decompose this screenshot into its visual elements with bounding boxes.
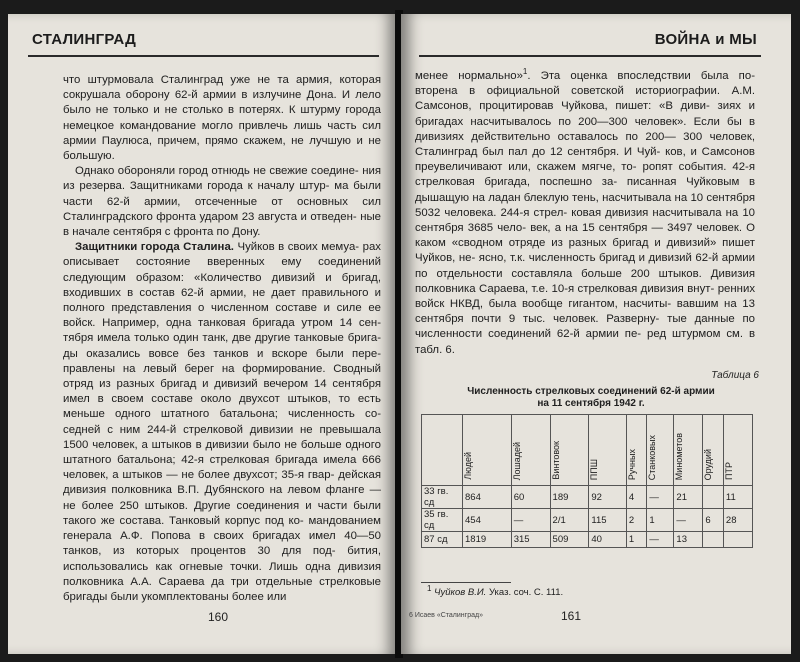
running-head-right: ВОЙНА и МЫ — [654, 31, 757, 48]
text-start: менее нормально» — [415, 70, 523, 82]
text-line: имел в своем составе около двухсот штыков, то есть — [63, 393, 381, 406]
column-header-label: Винтовок — [550, 441, 561, 480]
left-page-text — [63, 73, 381, 605]
text-line: армии Паулюса, причем, прямо скажем, не лучшую и не — [63, 134, 381, 147]
table-cell: 509 — [550, 532, 589, 548]
column-header — [550, 415, 589, 486]
text-line: что штурмовала Сталинград уже не та армия, которая — [63, 74, 381, 86]
text-line: ясно, т.к. численность бригад и дивизий 62-й армии по — [415, 252, 756, 280]
footnote-ref: 1 — [522, 67, 528, 77]
table-cell: 2 — [626, 509, 646, 532]
text-line: ропят события. 42-я стрелковая бригада, поспешно за- — [415, 161, 756, 189]
text-line: дивизия полковника А.А. Сараева да три отдельные — [63, 560, 381, 588]
text-line: фланге — не более 250 штыков. Другие соединения и — [63, 484, 381, 512]
text-line: было не только и не столько в потерях. К штурму города — [63, 104, 381, 117]
table-header-row — [422, 415, 753, 486]
text-line: сокрушала оборону 62-й армии в излучине Дона. И лело — [63, 89, 381, 102]
table-cell — [703, 486, 723, 509]
text-line: Чуйков в своих мемуа- — [233, 241, 360, 254]
paragraph-2 — [63, 164, 381, 240]
column-header — [463, 415, 512, 486]
table-cell: — — [647, 486, 674, 509]
running-head-left: СТАЛИНГРАД — [32, 31, 137, 48]
paragraph-continued — [415, 69, 755, 358]
text-line: вавшим на 13 сентября почти 9 тыс. человек. Разверну- — [415, 298, 755, 326]
table-row — [422, 509, 753, 532]
table-cell: 454 — [463, 509, 512, 532]
text-line: . Эта оценка впоследствии была по- — [527, 70, 755, 82]
column-header-label: Станковых — [647, 434, 658, 480]
text-line: дейская дивизия полковника В.П. Дубянского на левом — [63, 469, 381, 497]
column-header — [626, 415, 646, 486]
footnote-number: 1 — [427, 583, 432, 593]
text-line: 1500 человек, а штыков в дивизии было не больше одного — [63, 438, 381, 451]
text-line: рах описывает состояние вверенных ему соединений — [63, 241, 381, 269]
right-page-text — [415, 69, 755, 358]
text-line: ред штурмом см. в табл. 6. — [415, 328, 756, 356]
table-cell: 189 — [550, 486, 589, 509]
table-cell — [723, 532, 752, 548]
table-cell: 92 — [589, 486, 627, 509]
text-line: большую. — [63, 150, 115, 163]
text-line: части были такого же состава. Танковый корпус под ко- — [63, 499, 382, 527]
header-rule-left — [28, 55, 379, 57]
text-line: полковника Сараева, т.е. 10-я стрелковая дивизия внут- — [415, 282, 715, 295]
text-line: бития, использовались как огневые точки. Лишь одна — [63, 545, 381, 573]
table-label: Таблица 6 — [711, 370, 759, 381]
row-label: 35 гв. сд — [422, 509, 463, 532]
text-line: 666 человек, а штыков — не более двухсот; 35-я гвар- — [63, 454, 381, 482]
text-line: стрелковые бригады были укомплектованы более или — [63, 575, 381, 603]
page-number-right: 161 — [561, 609, 582, 623]
text-line: войск. Например, одна танковая бригада утром 14 сен- — [63, 317, 381, 330]
text-line: зиях и бригадах насчитывалось по 200—300 человек». — [415, 100, 755, 128]
text-line: мандованием генерала А.Ф. Попова в своих бригадах — [63, 514, 381, 543]
table-cell: — — [647, 532, 674, 548]
column-header-label: ППШ — [589, 458, 600, 480]
column-header-label: Орудий — [703, 448, 714, 480]
table-cell — [703, 532, 723, 548]
text-line: тые данные по численности соединений 62-й армии пе- — [415, 313, 755, 341]
text-line: ные в начале сентября с фронта по Дону. — [63, 210, 382, 239]
left-page — [8, 14, 397, 654]
text-line: меньше одного штатного батальона; численность со- — [63, 408, 381, 421]
table-row — [422, 486, 753, 509]
text-line: ма были части 62-й армии, отсеченные от основных сил — [63, 180, 381, 208]
text-line: штатного батальона; 42-я стрелковая бригада имела — [63, 454, 357, 467]
text-line: насчитывала на 10 сентября 5032 человека. 244-я стрел- — [415, 191, 755, 219]
table-cell: 115 — [589, 509, 627, 532]
column-header-label: Лошадей — [511, 441, 522, 480]
row-label: 87 сд — [422, 532, 463, 548]
footnote-author: Чуйков В.И. — [434, 587, 487, 598]
table-cell: 6 — [703, 509, 723, 532]
column-header — [589, 415, 627, 486]
table-corner-cell — [422, 415, 463, 486]
table-cell: 13 — [674, 532, 703, 548]
paragraph-3 — [63, 240, 381, 605]
strength-table — [421, 414, 753, 548]
text-line: век, а на 15 сентября — 3497 человек. О каком «сводном — [415, 222, 755, 250]
text-line: ния из резерва. Защитниками города к началу штур- — [63, 165, 382, 193]
header-rule-right — [419, 55, 761, 57]
footnote — [427, 583, 564, 598]
table-caption-line-2: на 11 сентября 1942 г. — [537, 398, 645, 409]
column-header — [723, 415, 752, 486]
footnote-text: Указ. соч. С. 111. — [486, 587, 564, 598]
text-line: Сталинградского фронта ударом 23 августа и отведен- — [63, 210, 357, 223]
table-cell: 864 — [463, 486, 512, 509]
column-header-label: ПТР — [723, 462, 734, 480]
table-cell: — — [674, 509, 703, 532]
text-line: отряде из разных бригад и дивизий» пишет Чуйков, не- — [415, 237, 756, 265]
row-label: 33 гв. сд — [422, 486, 463, 509]
text-line: полного представления о численном составе и силе ее — [63, 302, 381, 315]
text-line: седней с ним 244-й стрелковой дивизии не превышала — [63, 423, 381, 436]
column-header — [511, 415, 550, 486]
signature-footer: 6 Исаев «Сталинград» — [409, 612, 483, 619]
text-line: входивших в состав 62-й армии, не дает правильного и — [63, 286, 381, 299]
column-header-label: Минометов — [674, 432, 685, 480]
text-line: отдельности составляла больше 200 штыков. Дивизия — [436, 267, 755, 280]
column-header — [674, 415, 703, 486]
table-cell: 315 — [511, 532, 550, 548]
section-heading: Защитники города Сталина. — [75, 241, 234, 254]
page-number-left: 160 — [208, 610, 229, 624]
table-cell: 4 — [626, 486, 646, 509]
table-cell: 1 — [626, 532, 646, 548]
column-header-label: Людей — [463, 452, 473, 480]
text-line: правлены на левый берег на формирование. Сводный — [63, 362, 381, 375]
table-row — [422, 532, 753, 548]
table-cell: 2/1 — [550, 509, 589, 532]
text-line: писанная Чуйковым в дышащую на ладан блеклую тень, — [415, 176, 755, 204]
text-line: Если бы в дивизиях действительно оставалось по 200— — [415, 115, 755, 143]
text-line: тября имела только один танк, две другие танковые брига- — [63, 332, 381, 345]
column-header-label: Ручных — [626, 448, 637, 480]
text-line: отряд из разных бригад и дивизий вечером 14 сентября — [63, 378, 381, 391]
footnote-rule — [421, 582, 511, 583]
text-line: ков, и Самсонов преувеличивают или, скажем мягче, то- — [415, 146, 755, 174]
column-header — [647, 415, 674, 486]
table-cell: 28 — [723, 509, 752, 532]
text-line: Однако обороняли город отнюдь не свежие соедине- — [75, 165, 359, 178]
paragraph-1 — [63, 73, 381, 164]
table-cell: — — [511, 509, 550, 532]
text-line: ды оказались вовсе без танков и вскоре были пере- — [63, 347, 381, 360]
table-cell: 11 — [723, 486, 752, 509]
right-page — [401, 14, 791, 654]
text-line: вторена в официальной советской историографии. — [415, 85, 720, 98]
text-line: следующим образом: «Количество дивизий и бригад, — [63, 271, 381, 284]
table-cell: 1 — [647, 509, 674, 532]
table-cell: 1819 — [463, 532, 512, 548]
text-line: имел 40—50 танков, из которых процентов 30 для под- — [63, 530, 381, 558]
text-line: ковая дивизия насчитывала на 10 сентября 3685 чело- — [415, 206, 755, 235]
table-cell: 40 — [589, 532, 627, 548]
text-line: ренних войск НКВД, была вообще гигантом, насчиты- — [415, 282, 756, 311]
column-header — [703, 415, 723, 486]
table-cell: 21 — [674, 486, 703, 509]
table-caption — [431, 386, 751, 410]
text-line: 300 человек, Сталинград был пал до 12 сентября. И Чуй- — [415, 130, 755, 159]
table-caption-line-1: Численность стрелковых соединений 62-й армии — [467, 386, 715, 397]
table-cell: 60 — [511, 486, 550, 509]
text-line: А.М. Самсонов, процитировав Чуйкова, пишет: «В диви- — [415, 85, 756, 113]
text-line: немецкое командование могло привлечь лишь часть сил — [63, 119, 381, 132]
